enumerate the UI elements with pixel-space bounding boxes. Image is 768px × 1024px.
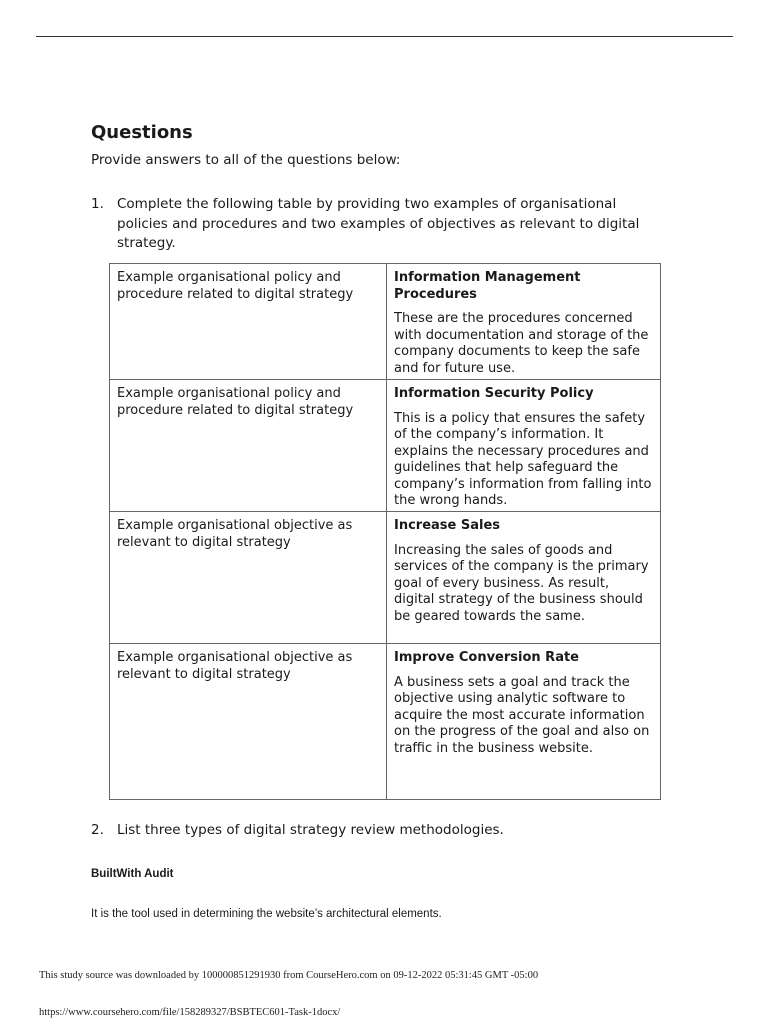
question-1-text: Complete the following table by providing two examples of organisational policies and procedures and two examples of objectives as relevant to digital strategy. [117,196,640,251]
answer-title: Improve Conversion Rate [394,650,579,665]
answer-title: Information Management Procedures [394,270,581,302]
row-label: Example organisational objective as relevant to digital strategy [110,512,387,644]
row-answer [387,264,661,380]
table-row [110,380,661,512]
answer-body: These are the procedures concerned with documentation and storage of the company documents to keep the safe and for future use. [394,311,649,376]
question-1 [91,195,661,254]
answer-body: This is a policy that ensures the safety of the company’s information. It explains the necessary procedures and guidelines that help safeguard the company’s information from falling into the wrong hands. [394,410,652,508]
answer-2-title: BuiltWith Audit [91,868,174,880]
answer-2-text: It is the tool used in determining the website’s architectural elements. [91,908,442,920]
row-label: Example organisational policy and procedure related to digital strategy [110,380,387,512]
download-notice: This study source was downloaded by 100000851291930 from CourseHero.com on 09-12-2022 05:31:45 GMT -05:00 [39,970,539,981]
question-2-text: List three types of digital strategy review methodologies. [117,822,504,838]
table-row [110,644,661,800]
question-1-number: 1. [91,196,104,212]
answer-body: Increasing the sales of goods and services of the company is the primary goal of every business. As result, digital strategy of the business should be geared towards the same. [394,542,649,624]
answer-title: Increase Sales [394,518,501,533]
question-2-number: 2. [91,822,104,838]
answer-body: A business sets a goal and track the objective using analytic software to acquire the most accurate information on the progress of the goal and also on traffic in the business website. [394,674,650,756]
row-label: Example organisational objective as relevant to digital strategy [110,644,387,800]
row-label: Example organisational policy and procedure related to digital strategy [110,264,387,380]
top-rule [36,36,733,37]
row-answer [387,380,661,512]
intro-text: Provide answers to all of the questions below: [91,152,401,168]
page-heading: Questions [91,122,193,143]
answer-table [109,263,661,800]
question-2 [91,822,661,838]
source-url: https://www.coursehero.com/file/158289327/BSBTEC601-Task-1docx/ [39,1007,341,1018]
row-answer [387,644,661,800]
row-answer [387,512,661,644]
table-row [110,512,661,644]
table-row [110,264,661,380]
answer-title: Information Security Policy [394,386,594,401]
